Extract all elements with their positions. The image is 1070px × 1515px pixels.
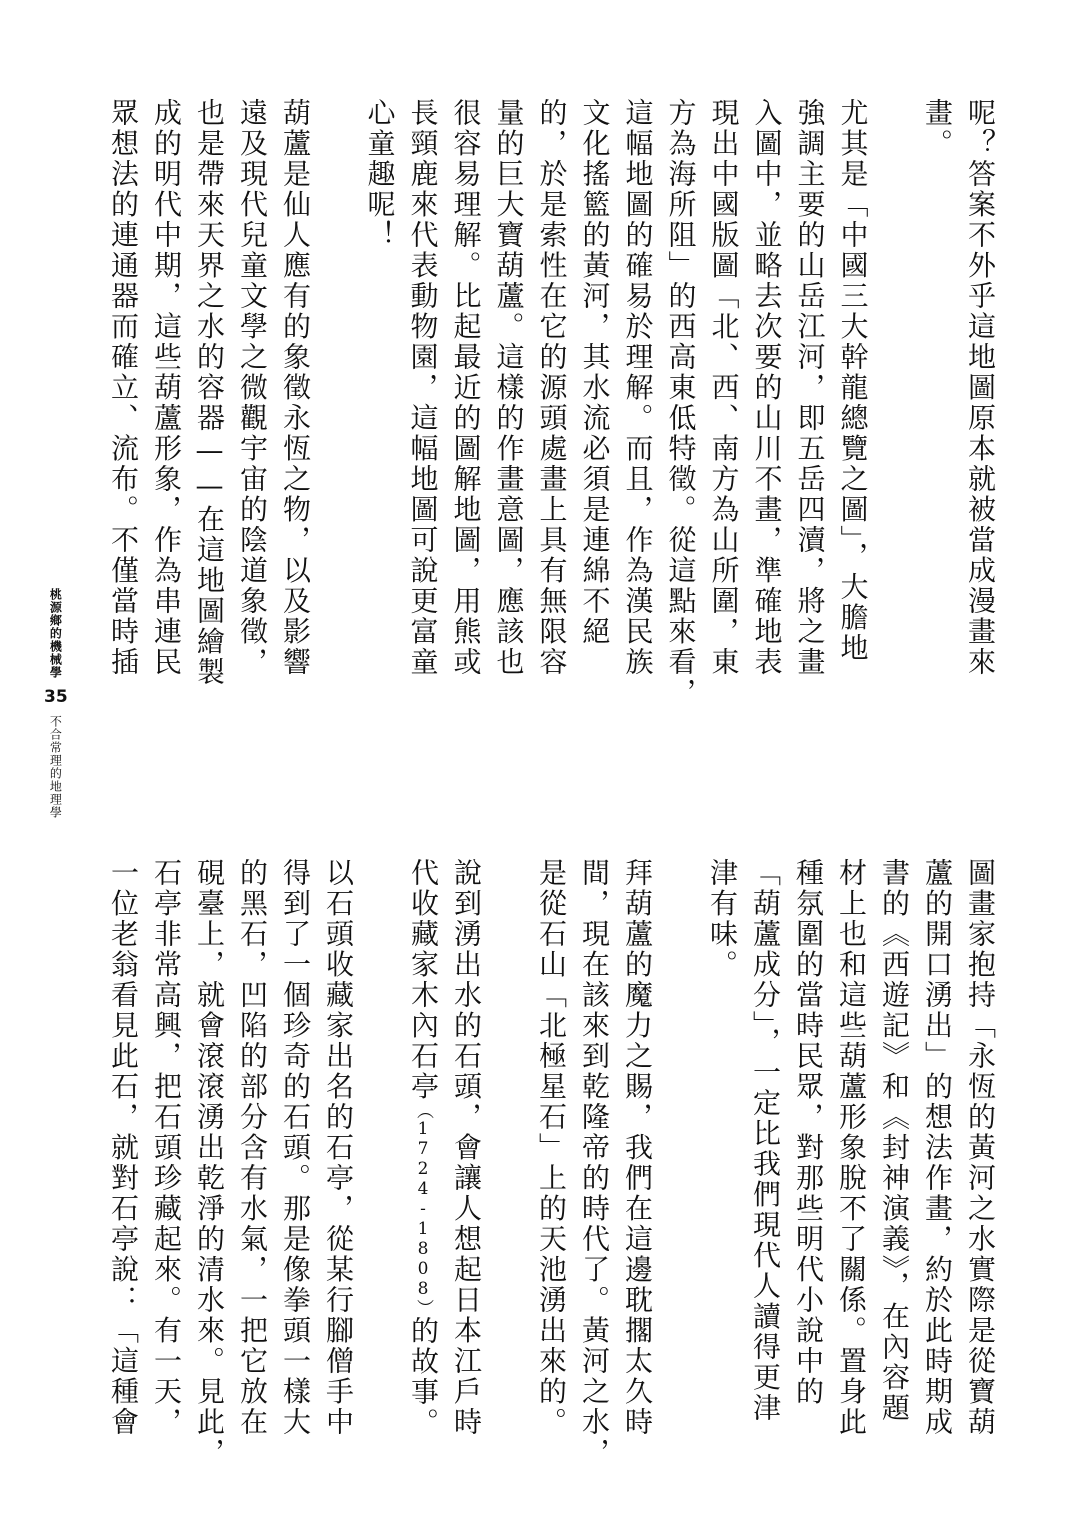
text-span: 的故事。 [407,1316,440,1438]
text-column: 量的巨大寶葫蘆。這樣的作畫意圖，應該也 [492,98,526,678]
text-column: 畫。 [921,98,954,159]
text-column: 葫蘆是仙人應有的象徵永恆之物，以及影響 [279,98,312,678]
chapter-title: 不合常理的地理學 [48,715,63,819]
text-column: 很容易理解。比起最近的圖解地圖，用熊或 [449,98,483,678]
text-column: 遠及現代兒童文學之微觀宇宙的陰道象徵， [236,98,269,678]
text-column: 拜葫蘆的魔力之賜，我們在這邊耽擱太久時 [621,858,654,1438]
text-column: 也是帶來天界之水的容器——在這地圖繪製 [193,98,226,688]
book-series-title: 桃源鄉的機械學 [48,588,63,679]
text-column: 種氛圍的當時民眾，對那些明代小說中的 [792,858,825,1407]
text-column: 的黑石，凹陷的部分含有水氣，一把它放在 [236,858,269,1438]
text-column: 津有味。 [706,858,739,980]
text-column: 入圖中，並略去次要的山川不畫，準確地表 [750,98,784,678]
text-column: 石亭非常高興，把石頭珍藏起來。有一天， [150,858,183,1438]
text-column-with-note [403,858,443,1438]
date-annotation: （1724-1808） [413,1102,433,1316]
text-column: 一位老翁看見此石，就對石亭說：「這種會 [107,858,140,1438]
text-column: 「葫蘆成分」，一定比我們現代人讀得更津 [749,858,782,1424]
text-column: 長頸鹿來代表動物園，這幅地圖可說更富童 [406,98,440,678]
text-column: 得到了一個珍奇的石頭。那是像拳頭一樣大 [279,858,312,1438]
text-column: 這幅地圖的確易於理解。而且，作為漢民族 [621,98,655,678]
text-column: 方為海所阻」的西高東低特徵。從這點來看， [664,98,698,708]
text-column: 間，現在該來到乾隆帝的時代了。黃河之水， [578,858,611,1468]
text-column: 說到湧出水的石頭，會讓人想起日本江戶時 [450,858,483,1438]
text-column: 強調主要的山岳江河，即五岳四瀆，將之畫 [793,98,827,678]
text-column: 眾想法的連通器而確立、流布。不僅當時插 [107,98,140,678]
page-number: 35 [44,687,68,707]
text-column: 現出中國版圖「北、西、南方為山所圍，東 [707,98,741,678]
text-column: 材上也和這些葫蘆形象脫不了關係。置身此 [835,858,868,1438]
text-column: 以石頭收藏家出名的石亭，從某行腳僧手中 [322,858,355,1438]
text-column: 呢？答案不外乎這地圖原本就被當成漫畫來 [964,98,997,678]
text-column: 尤其是「中國三大幹龍總覽之圖」，大膽地 [836,98,870,664]
upper-text-block [100,98,1000,708]
text-column: 圖畫家抱持「永恆的黃河之水實際是從寶葫 [964,858,997,1438]
text-column: 書的《西遊記》和《封神演義》，在內容題 [878,858,911,1424]
text-column: 的，於是索性在它的源頭處畫上具有無限容 [535,98,569,678]
text-column: 是從石山「北極星石」上的天池湧出來的。 [535,858,568,1438]
text-column: 成的明代中期，這些葫蘆形象，作為串連民 [150,98,183,678]
text-column: 心童趣呢！ [363,98,397,251]
lower-text-block [100,858,1000,1468]
text-column: 文化搖籃的黃河，其水流必須是連綿不絕 [578,98,612,647]
text-column: 蘆的開口湧出」的想法作畫，約於此時期成 [921,858,954,1438]
running-folio [44,588,68,819]
text-span: 代收藏家木內石亭 [407,858,440,1102]
text-column: 硯臺上，就會滾滾湧出乾淨的清水來。見此， [193,858,226,1468]
